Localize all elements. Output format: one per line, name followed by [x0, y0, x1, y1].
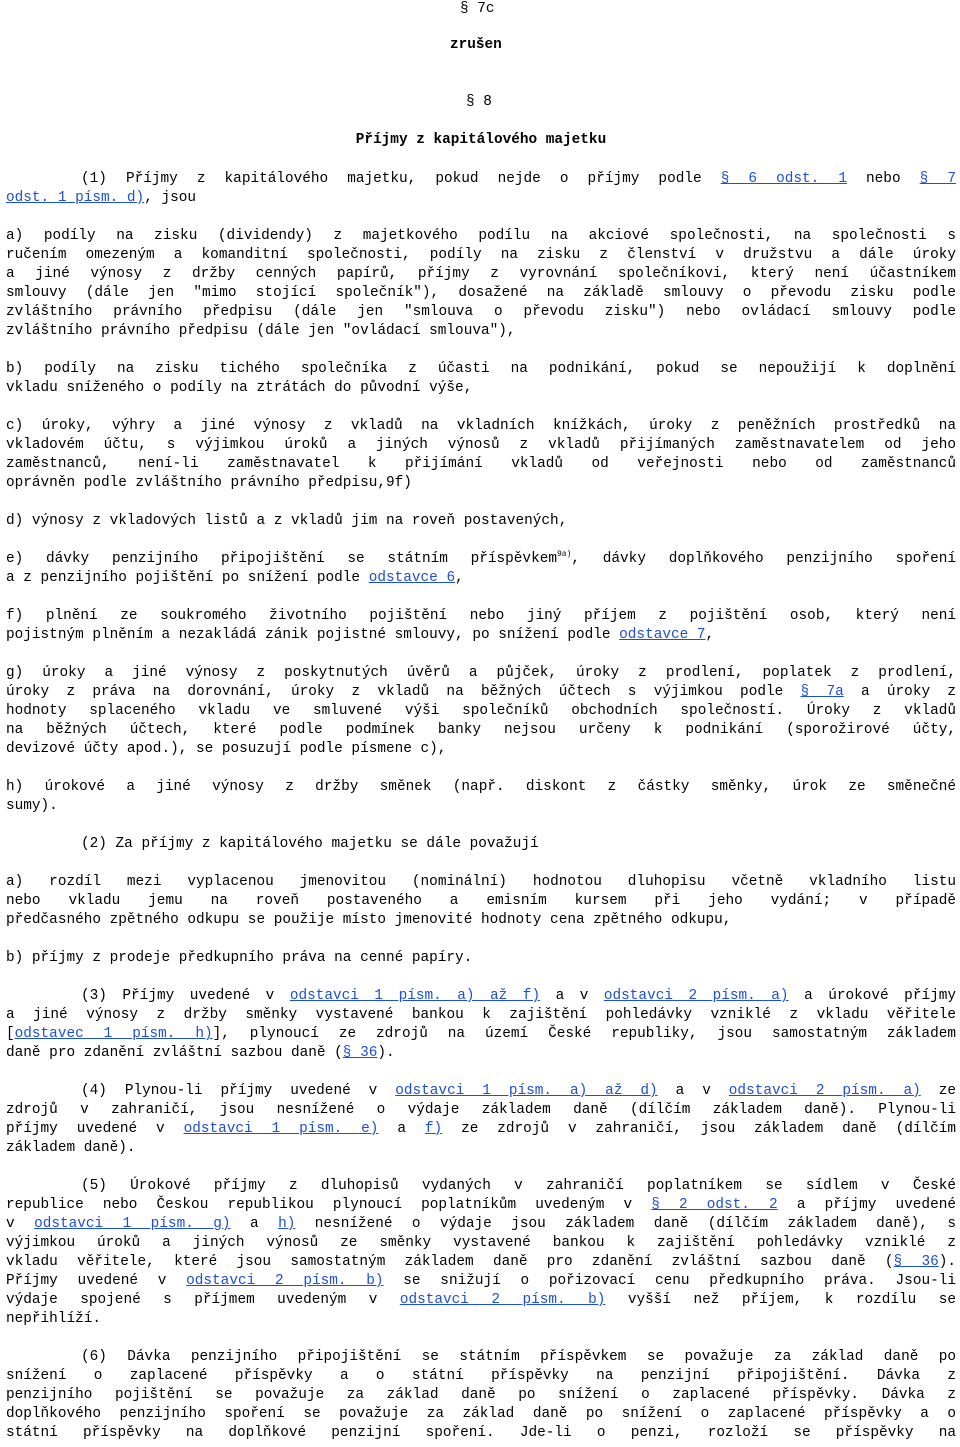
para4-line3 [6, 1120, 956, 1139]
para5-line5 [6, 1253, 956, 1272]
item-h-line2 [6, 797, 956, 816]
item-g-text: úroky z práva na dorovnání, úroky z vkladů na běžných účtech s výjimkou podle [6, 684, 784, 700]
para2-a-line3 [6, 911, 956, 930]
item-c-line1 [6, 417, 956, 436]
item-f-line2 [6, 626, 956, 645]
item-g-text: a úroky z [861, 684, 956, 700]
link-s7-odst1-d[interactable]: § 7 [919, 171, 956, 187]
item-b-text: vkladu sníženého o podíly na ztrátách do původní výše, [6, 380, 473, 396]
para6-line4 [6, 1405, 956, 1424]
para3-text: [ [6, 1026, 15, 1042]
para5-text: nepřihlíží. [6, 1311, 101, 1327]
para2-line1 [6, 835, 960, 854]
item-a-line4 [6, 284, 956, 303]
para5-text: a příjmy uvedené [796, 1197, 956, 1213]
para3-line1 [6, 987, 956, 1006]
para5-text: v [6, 1216, 15, 1232]
para5-line3 [6, 1215, 956, 1234]
para6-text: penzijního pojištění se považuje za základ daně po snížení o zaplacené příspěvky. Dávka z [6, 1387, 956, 1403]
footnote-ref-9a: 9a) [556, 550, 572, 559]
para1-text: (1) Příjmy z kapitálového majetku, pokud nejde o příjmy podle [81, 171, 702, 187]
para5-text: a [249, 1216, 259, 1232]
link-f[interactable]: f) [424, 1121, 443, 1137]
para1-text: , jsou [144, 190, 197, 206]
item-f-text: , [705, 627, 715, 643]
item-c-text: c) úroky, výhry a jiné výnosy z vkladů na vkladních knížkách, úroky z peněžních prostředků na [6, 418, 956, 434]
para2-a-text: předčasného zpětného odkupu se použije místo jmenovité hodnoty cena zpětného odkupu, [6, 912, 732, 928]
item-g-text: g) úroky a jiné výnosy z poskytnutých úvěrů a půjček, úroky z prodlení, poplatek z prodlení, [6, 665, 956, 681]
para2-a-text: a) rozdíl mezi vyplacenou jmenovitou (nominální) hodnotou dluhopisu včetně vkladního listu [6, 874, 956, 890]
item-h-text: sumy). [6, 798, 58, 814]
item-a-line6 [6, 322, 956, 341]
para1-line2 [6, 189, 956, 208]
para6-text: doplňkového penzijního spoření se považuje za základ daně po snížení o zaplacené příspěvky a o [6, 1406, 956, 1422]
item-d-line1 [6, 512, 956, 531]
para5-text: nesnížené o výdaje jsou základem daně (dílčím základem daně), s [314, 1216, 956, 1232]
para5-line2 [6, 1196, 956, 1215]
link-odst2-a[interactable]: odstavci 2 písm. a) [728, 1083, 921, 1099]
item-e-text: e) dávky penzijního připojištění se státním příspěvkem [6, 551, 557, 567]
section-8-heading [466, 93, 666, 112]
item-e-line2 [6, 569, 956, 588]
item-f-text: pojistným plněním a nezakládá zánik pojistné smlouvy, po snížení podle [6, 627, 611, 643]
link-odstavce-7[interactable]: odstavce 7 [619, 627, 706, 643]
item-f-text: f) plnění ze soukromého životního pojištění nebo jiný příjem z pojištění osob, který není [6, 608, 956, 624]
link-s6-odst1[interactable]: § 6 odst. 1 [720, 171, 847, 187]
link-odst1-a-f[interactable]: odstavci 1 písm. a) až f) [289, 988, 541, 1004]
para5-line1 [6, 1177, 956, 1196]
item-h-line1 [6, 778, 956, 797]
item-b-line1 [6, 360, 956, 379]
item-a-line3 [6, 265, 956, 284]
item-a-line2 [6, 246, 956, 265]
para5-text: vyšší než příjem, k rozdílu se [627, 1292, 957, 1308]
para3-text: ], plynoucí ze zdrojů na území České republiky, jsou samostatným základem [212, 1026, 956, 1042]
link-s36[interactable]: § 36 [893, 1254, 939, 1270]
para5-text: ). [938, 1254, 957, 1270]
para5-text: se snižují o pořizovací cenu předkupního práva. Jsou-li [403, 1273, 956, 1289]
para3-text: a jiné výnosy z držby směnky vystavené bankou k zajištění pohledávky vzniklé z vkladu věřitele [6, 1007, 956, 1023]
para4-text: a v [675, 1083, 711, 1099]
item-e-text: , [455, 570, 464, 586]
item-g-line4 [6, 721, 956, 740]
para1-text: nebo [866, 171, 901, 187]
link-s7a[interactable]: § 7a [800, 684, 844, 700]
para4-text: (4) Plynou-li příjmy uvedené v [81, 1083, 378, 1099]
para5-text: výjimkou úroků a jiných výnosů ze směnky vystavené bankou k zajištění pohledávky vzniklé z [6, 1235, 956, 1251]
item-c-text: vkladovém účtu, s výjimkou úroků a jiných výnosů z vkladů přijímaných zaměstnavatelem od jeho [6, 437, 956, 453]
item-f-line1 [6, 607, 956, 626]
item-c-line2 [6, 436, 956, 455]
item-g-line5 [6, 740, 956, 759]
para4-text: zdrojů v zahraničí, jsou nesnížené o výdaje základem daně (dílčím základem daně). Plynou-li [6, 1102, 956, 1118]
link-odstavce-6[interactable]: odstavce 6 [368, 570, 456, 586]
para4-text: základem daně). [6, 1140, 136, 1156]
item-a-text: zvláštního právního předpisu (dále jen "smlouva o převodu zisku") nebo ovládací smlouvy podle [6, 304, 956, 320]
item-a-text: zvláštního právního předpisu (dále jen "ovládací smlouva"), [6, 323, 516, 339]
item-c-text: oprávněn podle zvláštního právního předpisu,9f) [6, 475, 412, 491]
item-a-text: a jiné výnosy z držby cenných papírů, příjmy z vyrovnání společníkovi, který není účastníkem [6, 266, 956, 282]
link-odst2-b[interactable]: odstavci 2 písm. b) [399, 1292, 606, 1308]
para1-line1 [6, 170, 956, 189]
page-title [6, 131, 956, 150]
repealed-text: zrušen [450, 37, 502, 53]
para5-text: (5) Úrokové příjmy z dluhopisů vydaných v zahraničí poplatníkem se sídlem v České [81, 1178, 956, 1194]
link-odst2-a[interactable]: odstavci 2 písm. a) [603, 988, 789, 1004]
link-odst1-h[interactable]: odstavec 1 písm. h) [14, 1026, 213, 1042]
para4-text: příjmy uvedené v [6, 1121, 165, 1137]
para5-line6 [6, 1272, 956, 1291]
link-odst2-b[interactable]: odstavci 2 písm. b) [186, 1273, 384, 1289]
page-title-text: Příjmy z kapitálového majetku [355, 132, 607, 148]
item-d-text: d) výnosy z vkladových listů a z vkladů jim na roveň postavených, [6, 513, 568, 529]
item-a-line1 [6, 227, 956, 246]
para4-text: a [397, 1121, 406, 1137]
para6-text: státní příspěvky na doplňkové penzijní spoření. Jde-li o penzi, rozloží se příspěvky na [6, 1425, 956, 1441]
item-a-text: smlouvy (dále jen "mimo stojící společník"), dosažené na základě smlouvy o převodu zisku podle [6, 285, 956, 301]
para3-text: (3) Příjmy uvedené v [81, 988, 275, 1004]
link-s2-odst2[interactable]: § 2 odst. 2 [651, 1197, 778, 1213]
para4-text: ze zdrojů v zahraničí, jsou základem daně (dílčím [461, 1121, 957, 1137]
link-odst1-a-d[interactable]: odstavci 1 písm. a) až d) [395, 1083, 658, 1099]
item-h-text: h) úrokové a jiné výnosy z držby směnek (např. diskont z částky směnky, úrok ze směnečné [6, 779, 956, 795]
para5-text: Příjmy uvedené v [6, 1273, 167, 1289]
para3-text: a úrokové příjmy [804, 988, 957, 1004]
section-8-label: § 8 [466, 94, 492, 110]
para3-text: daně pro zdanění zvláštní sazbou daně ( [6, 1045, 343, 1061]
item-c-text: zaměstnanců, není-li zaměstnavatel k přijímání vkladů od veřejnosti nebo od zaměstnanců [6, 456, 956, 472]
para2-b-text: b) příjmy z prodeje předkupního práva na cenné papíry. [6, 950, 473, 966]
section-7c-heading [460, 0, 660, 19]
para3-line4 [6, 1044, 956, 1063]
item-g-text: devizové účty apod.), se posuzují podle písmene c), [6, 741, 447, 757]
para6-line5 [6, 1424, 956, 1443]
para2-a-line2 [6, 892, 956, 911]
item-g-text: hodnoty splaceného vkladu ve smluvené výši společníků obchodních společností. Úroky z vkladů [6, 703, 956, 719]
link-odst1-e[interactable]: odstavci 1 písm. e) [183, 1121, 379, 1137]
para5-text: vkladu věřitele, které jsou samostatným základem daně pro zdanění zvláštní sazbou daně ( [6, 1254, 894, 1270]
item-g-line2 [6, 683, 956, 702]
item-g-line3 [6, 702, 956, 721]
para5-line7 [6, 1291, 956, 1310]
link-s7-odst1-d[interactable]: odst. 1 písm. d) [6, 190, 145, 206]
para6-line3 [6, 1386, 956, 1405]
repealed-label [450, 36, 650, 55]
item-c-line4 [6, 474, 956, 493]
para3-line3 [6, 1025, 956, 1044]
item-b-text: b) podíly na zisku tichého společníka z účasti na podnikání, pokud se nepoužijí k doplnění [6, 361, 956, 377]
para4-text: ze [938, 1083, 957, 1099]
para6-text: (6) Dávka penzijního připojištění se státním příspěvkem se považuje za základ daně po [81, 1349, 956, 1365]
item-b-line2 [6, 379, 956, 398]
para2-text: (2) Za příjmy z kapitálového majetku se dále považují [81, 836, 539, 852]
para6-text: snížení o zaplacené příspěvky a o státní příspěvky na penzijní připojištění. Dávka z [6, 1368, 956, 1384]
para5-text: republice nebo Českou republikou plynoucí poplatníkům uvedeným v [6, 1197, 633, 1213]
item-e-text: , dávky doplňkového penzijního spoření [571, 551, 956, 567]
para3-line2 [6, 1006, 956, 1025]
item-e-text: a z penzijního pojištění po snížení podle [6, 570, 361, 586]
link-s36[interactable]: § 36 [342, 1045, 378, 1061]
para3-text: a v [555, 988, 589, 1004]
para2-b-line1 [6, 949, 956, 968]
para5-line4 [6, 1234, 956, 1253]
para4-line2 [6, 1101, 956, 1120]
para4-line4 [6, 1139, 956, 1158]
item-g-text: na běžných účtech, které podle podmínek banky nejsou určeny k podnikání (sporožirové účty, [6, 722, 956, 738]
link-odst1-g[interactable]: odstavci 1 písm. g) [34, 1216, 231, 1232]
para3-text: ). [377, 1045, 395, 1061]
item-g-line1 [6, 664, 956, 683]
item-a-text: a) podíly na zisku (dividendy) z majetkového podílu na akciové společnosti, na společnosti s [6, 228, 956, 244]
item-a-text: ručením omezeným a komanditní společnosti, podíly na zisku z členství v družstvu a dále úroky [6, 247, 956, 263]
item-a-line5 [6, 303, 956, 322]
para5-line8 [6, 1310, 956, 1329]
item-c-line3 [6, 455, 956, 474]
para4-line1 [6, 1082, 956, 1101]
para5-text: výdaje spojené s příjmem uvedeným v [6, 1292, 378, 1308]
link-h[interactable]: h) [278, 1216, 296, 1232]
para6-line1 [6, 1348, 956, 1367]
section-7c-label: § 7c [460, 1, 495, 17]
para6-line2 [6, 1367, 956, 1386]
para2-a-line1 [6, 873, 956, 892]
item-e-line1 [6, 550, 956, 569]
para2-a-text: nebo vkladu jemu na roveň postaveného a emisním kursem při jeho vydání; v případě [6, 893, 956, 909]
